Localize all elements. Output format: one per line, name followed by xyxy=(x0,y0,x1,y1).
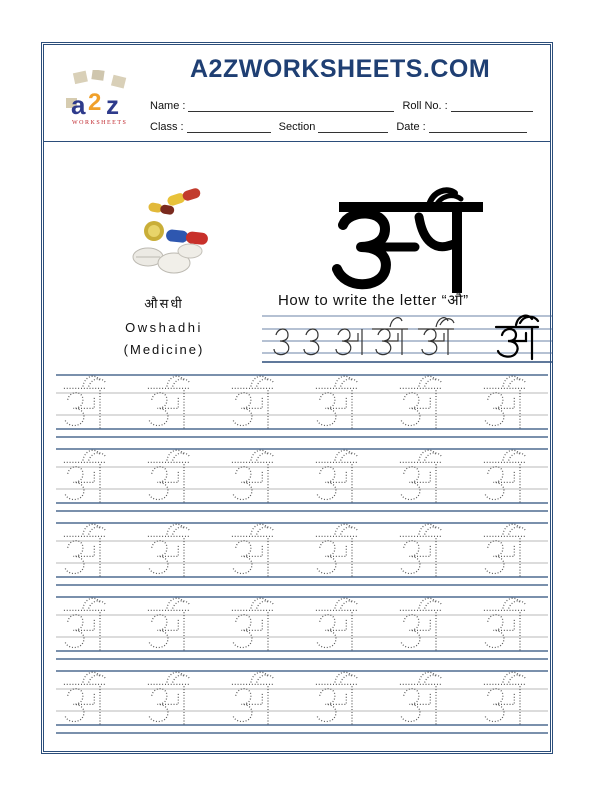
name-label: Name : xyxy=(150,100,186,112)
dotted-letter-au xyxy=(316,524,358,578)
picture-word-hindi: औसधी xyxy=(144,297,184,312)
tracing-row[interactable] xyxy=(56,523,548,585)
date-field[interactable] xyxy=(429,122,527,133)
dotted-letter-au xyxy=(148,598,190,652)
name-field[interactable] xyxy=(188,101,394,112)
dotted-letter-au xyxy=(316,376,358,430)
dotted-letter-au xyxy=(232,376,274,430)
dotted-letter-au xyxy=(148,672,190,726)
dotted-letter-au xyxy=(484,376,526,430)
dotted-letter-au xyxy=(316,450,358,504)
big-letter-au xyxy=(323,185,493,297)
medicine-pills-image xyxy=(126,181,216,289)
dotted-letter-au xyxy=(316,672,358,726)
dotted-letter-au xyxy=(484,672,526,726)
section-field[interactable] xyxy=(318,122,388,133)
dotted-letter-au xyxy=(400,376,442,430)
tracing-row[interactable] xyxy=(56,375,548,437)
stroke-order-guide xyxy=(262,313,552,363)
roll-field[interactable] xyxy=(451,101,533,112)
dotted-letter-au xyxy=(64,524,106,578)
roll-label: Roll No. : xyxy=(402,100,448,112)
dotted-letter-au xyxy=(64,376,106,430)
dotted-letter-au xyxy=(484,450,526,504)
name-roll-row xyxy=(150,100,541,112)
dotted-letter-au xyxy=(64,598,106,652)
svg-text:a: a xyxy=(71,90,86,120)
dotted-letter-au xyxy=(400,672,442,726)
picture-word-transliteration: Owshadhi xyxy=(125,320,203,335)
tracing-row[interactable] xyxy=(56,671,548,733)
dotted-letter-au xyxy=(484,598,526,652)
dotted-letter-au xyxy=(484,524,526,578)
dotted-letter-au xyxy=(400,450,442,504)
site-title: A2ZWORKSHEETS.COM xyxy=(190,55,491,83)
tracing-row[interactable] xyxy=(56,597,548,659)
picture-word-meaning: (Medicine) xyxy=(123,342,205,357)
dotted-letter-au xyxy=(148,450,190,504)
dotted-letter-au xyxy=(232,450,274,504)
section-label: Section xyxy=(278,121,316,133)
a2z-logo xyxy=(62,70,136,126)
dotted-letter-au xyxy=(64,450,106,504)
svg-text:WORKSHEETS: WORKSHEETS xyxy=(72,120,128,126)
dotted-letter-au xyxy=(400,524,442,578)
class-label: Class : xyxy=(150,121,184,133)
tracing-row[interactable] xyxy=(56,449,548,511)
dotted-letter-au xyxy=(232,672,274,726)
worksheet xyxy=(41,42,553,754)
dotted-letter-au xyxy=(64,672,106,726)
svg-text:z: z xyxy=(106,90,119,120)
dotted-letter-au xyxy=(148,376,190,430)
header-divider xyxy=(44,141,550,142)
how-to-write-heading: How to write the letter “औ” xyxy=(278,292,469,309)
date-label: Date : xyxy=(396,121,426,133)
svg-text:2: 2 xyxy=(88,89,102,116)
dotted-letter-au xyxy=(316,598,358,652)
dotted-letter-au xyxy=(232,524,274,578)
dotted-letter-au xyxy=(148,524,190,578)
dotted-letter-au xyxy=(232,598,274,652)
dotted-letter-au xyxy=(400,598,442,652)
class-field[interactable] xyxy=(187,122,271,133)
class-section-date-row xyxy=(150,121,535,133)
practice-area xyxy=(56,367,548,747)
